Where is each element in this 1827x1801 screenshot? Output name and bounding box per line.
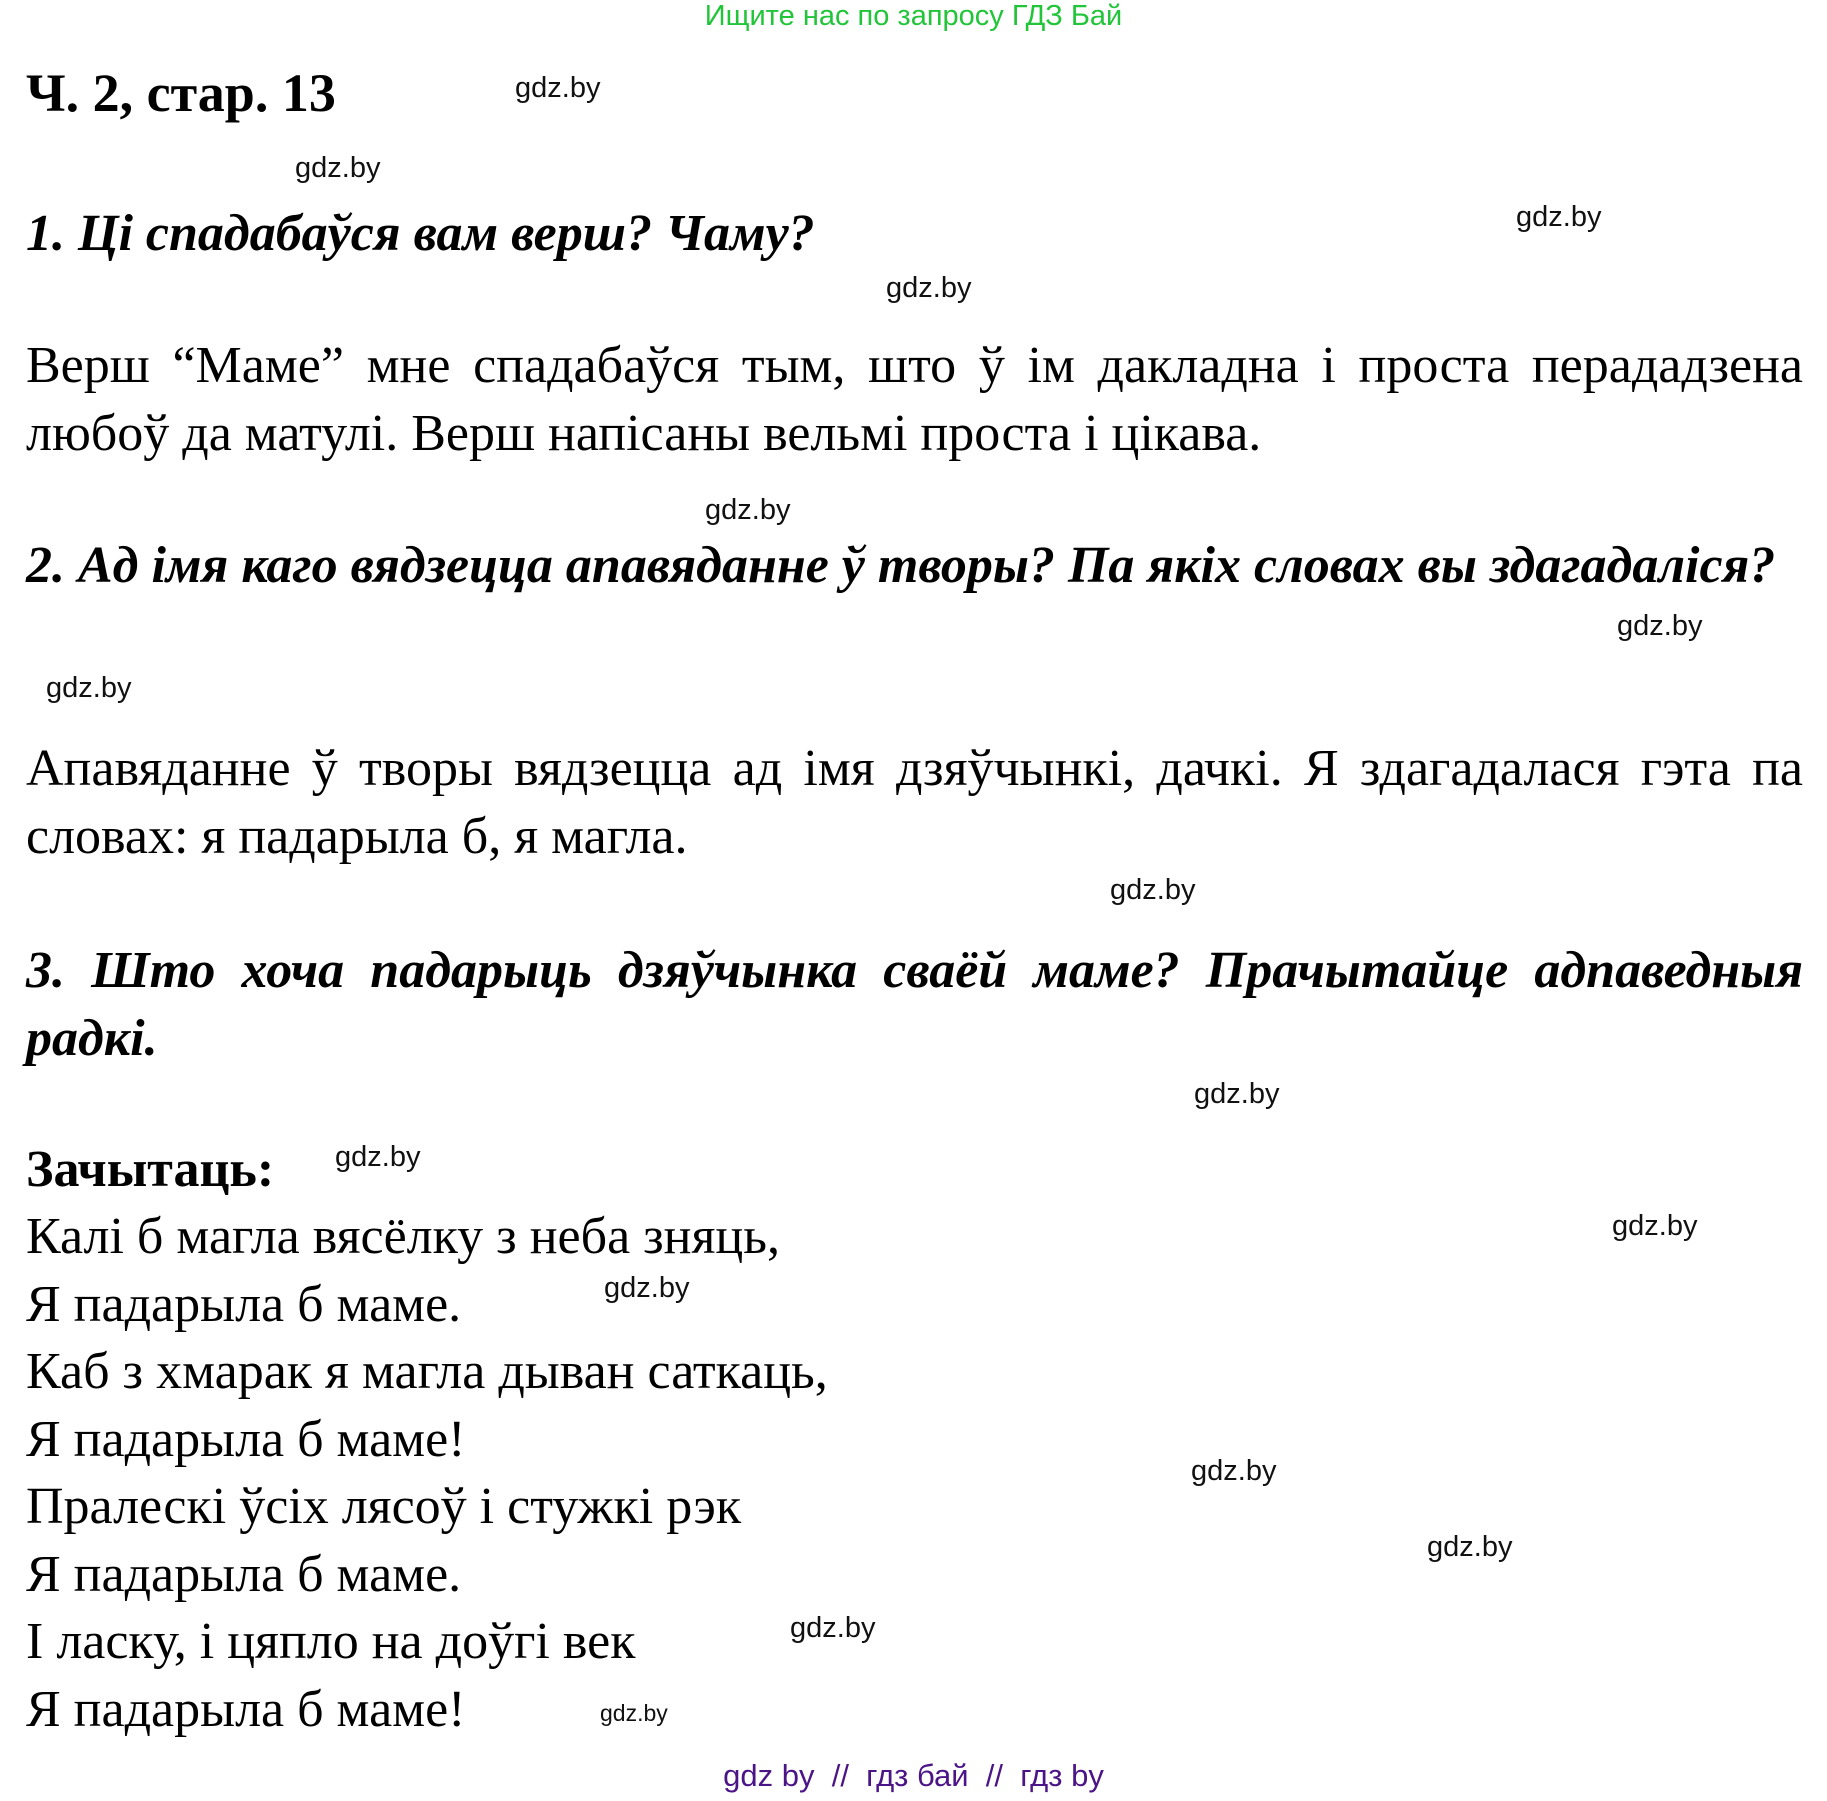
watermark: gdz.by	[295, 152, 381, 184]
poem-line: Я падарыла б маме!	[26, 1680, 466, 1738]
watermark: gdz.by	[1110, 874, 1196, 906]
poem-line: Я падарыла б маме.	[26, 1545, 462, 1603]
watermark: gdz.by	[1427, 1531, 1513, 1563]
watermark: gdz.by	[1194, 1078, 1280, 1110]
answer-1: Верш “Маме” мне спадабаўся тым, што ў ім дакладна і проста перададзена любоў да матулі. Верш напісаны вельмі проста і цікава.	[26, 337, 1803, 462]
poem-line: Я падарыла б маме!	[26, 1410, 466, 1468]
read-label: Зачытаць:	[26, 1141, 275, 1198]
search-hint-banner: Ищите нас по запросу ГДЗ Бай	[704, 0, 1123, 32]
watermark: gdz.by	[600, 1700, 668, 1726]
watermark: gdz.by	[1612, 1210, 1698, 1242]
poem	[26, 1203, 828, 1743]
footer-links: gdz by // гдз бай // гдз by	[723, 1758, 1104, 1793]
watermark: gdz.by	[335, 1141, 421, 1173]
poem-line: Я падарыла б маме.	[26, 1275, 462, 1333]
watermark: gdz.by	[705, 494, 791, 526]
watermark: gdz.by	[790, 1612, 876, 1644]
watermark: gdz.by	[886, 272, 972, 304]
question-3: 3. Што хоча падарыць дзяўчынка сваёй маме? Прачытайце адпаведныя радкі.	[26, 942, 1803, 1067]
watermark: gdz.by	[604, 1272, 690, 1304]
watermark: gdz.by	[1191, 1455, 1277, 1487]
poem-line: Каб з хмарак я магла дыван саткаць,	[26, 1343, 828, 1400]
watermark: gdz.by	[515, 72, 601, 104]
watermark: gdz.by	[46, 672, 132, 704]
poem-line: Пралескі ўсіх лясоў і стужкі рэк	[26, 1478, 742, 1535]
watermark: gdz.by	[1516, 201, 1602, 233]
question-1: 1. Ці спадабаўся вам верш? Чаму?	[26, 205, 815, 262]
page-title: Ч. 2, стар. 13	[26, 63, 336, 123]
question-2: 2. Ад імя каго вядзецца апавяданне ў творы? Па якіх словах вы здагадаліся?	[26, 537, 1776, 594]
watermark: gdz.by	[1617, 610, 1703, 642]
answer-2: Апавяданне ў творы вядзецца ад імя дзяўчынкі, дачкі. Я здагадалася гэта па словах: я падарыла б, я магла.	[26, 740, 1803, 865]
poem-line: Калі б магла вясёлку з неба зняць,	[26, 1208, 780, 1265]
poem-line: І ласку, і цяпло на доўгі век	[26, 1613, 636, 1670]
